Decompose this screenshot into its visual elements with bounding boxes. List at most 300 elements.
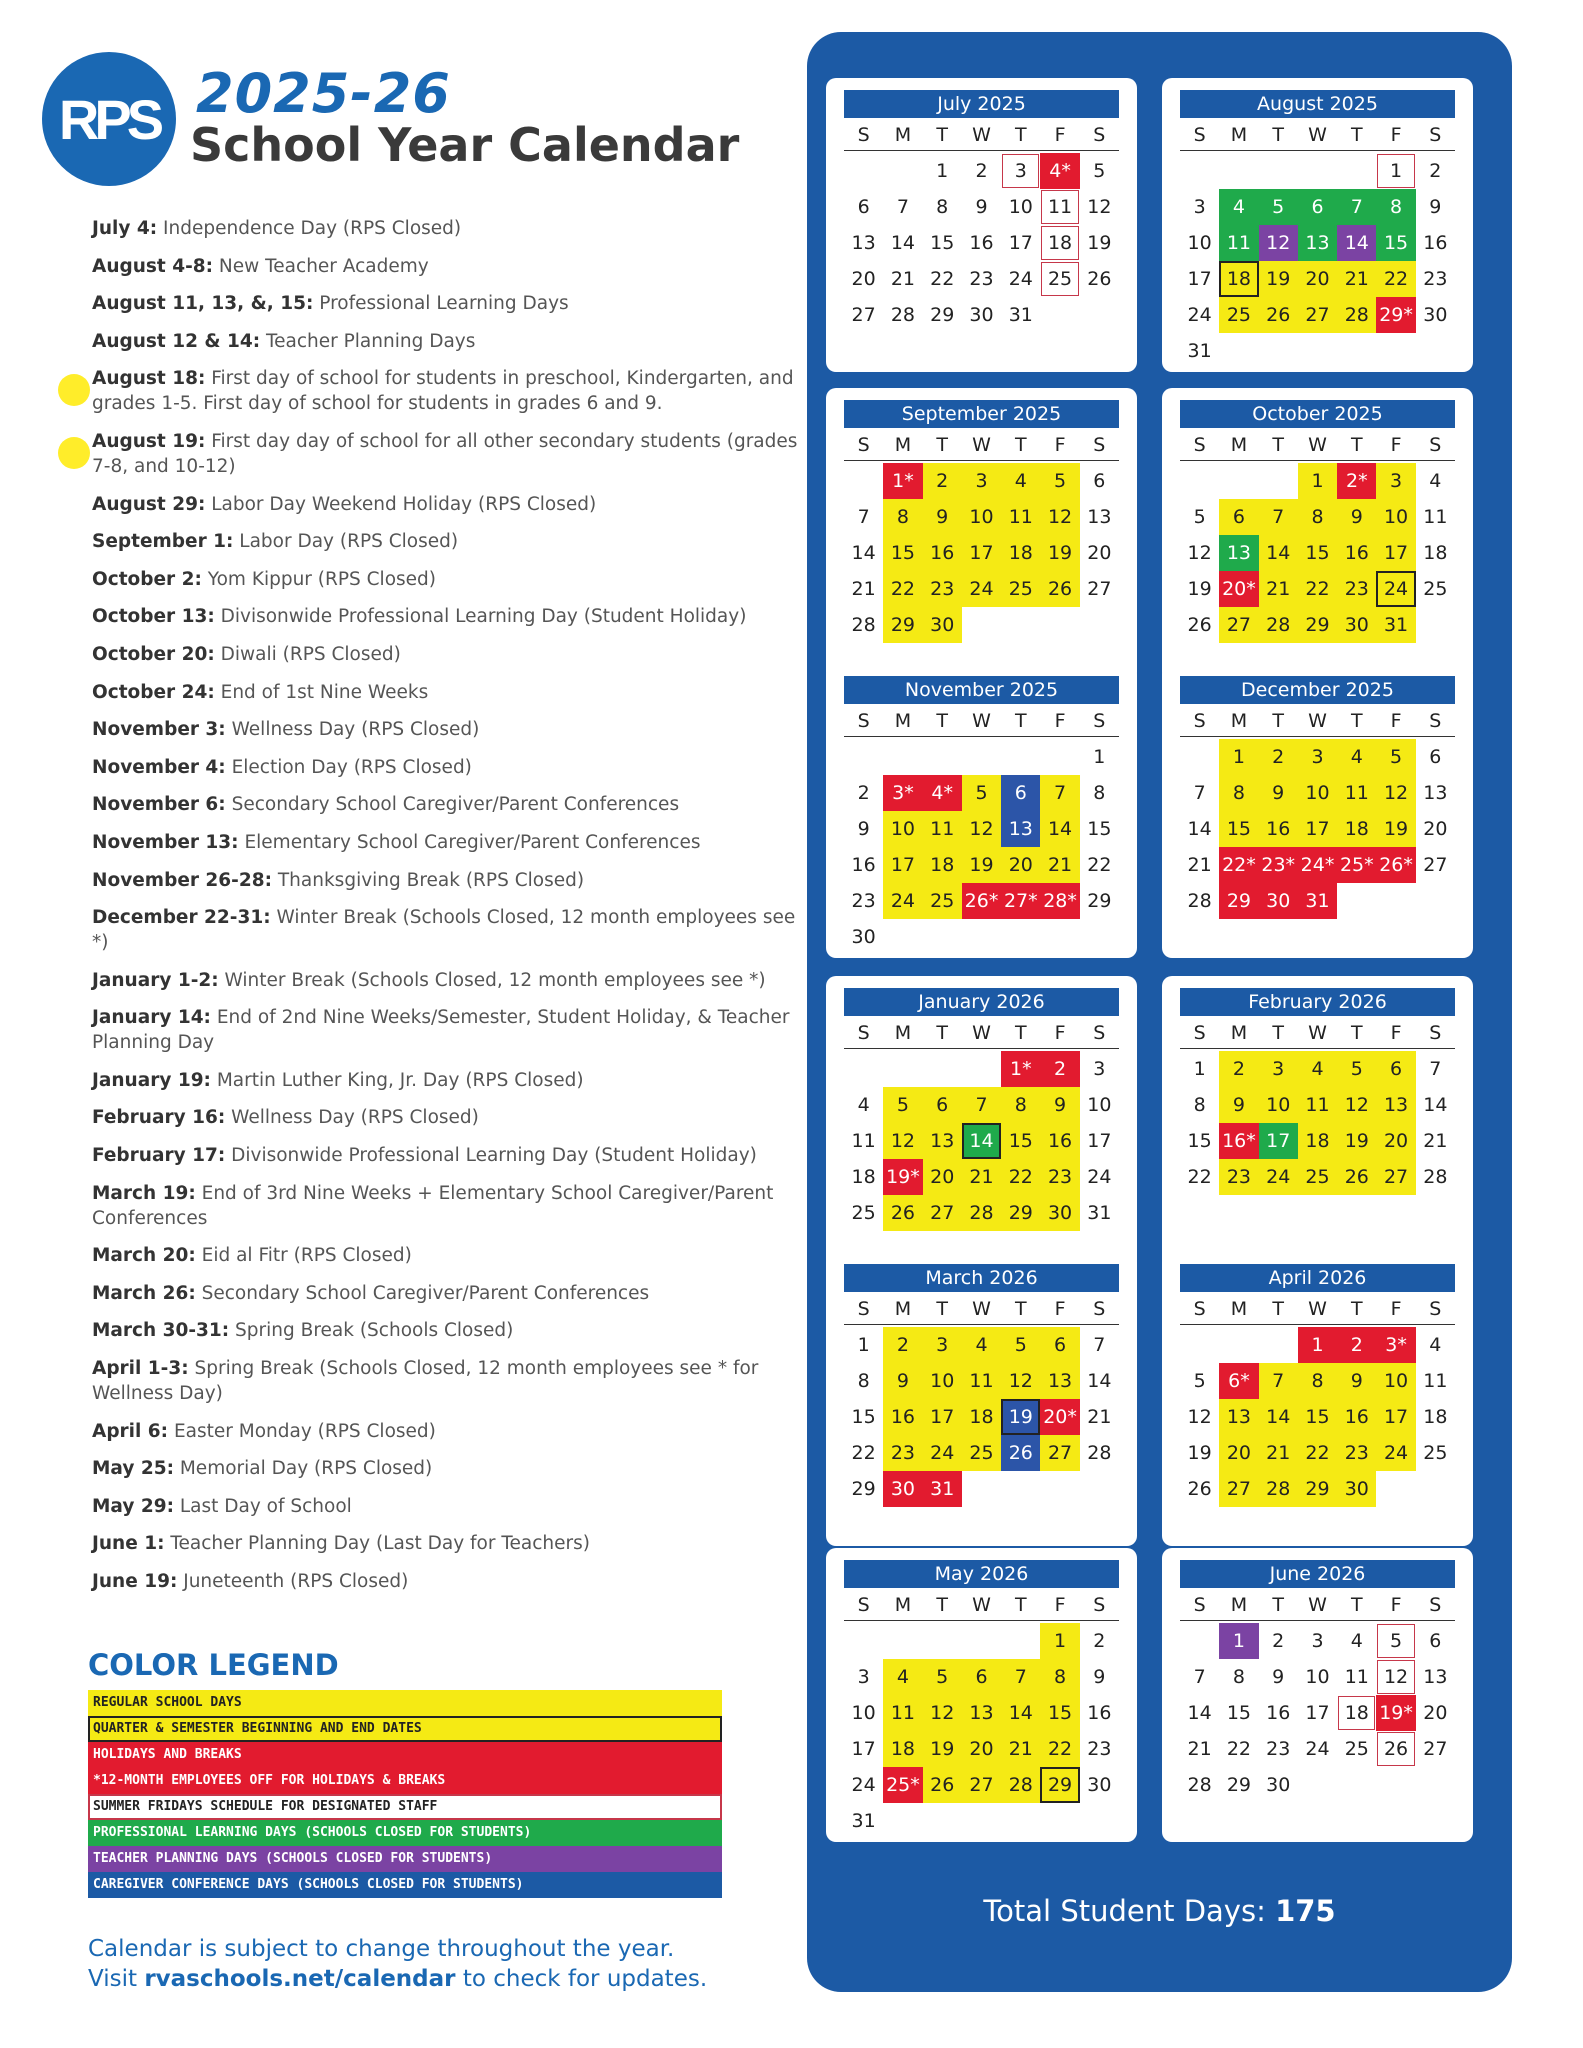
calendar-day: 3 (1001, 153, 1040, 189)
calendar-day: 21 (890, 268, 916, 290)
weekday-label: S (857, 1594, 870, 1616)
month-calendar (826, 78, 1137, 372)
event-item (92, 254, 800, 279)
calendar-day: 10 (883, 811, 922, 847)
calendar-day: 11 (962, 1363, 1001, 1399)
calendar-day: 29 (1001, 1195, 1040, 1231)
empty-day (844, 739, 883, 775)
month-title: April 2026 (1180, 1264, 1455, 1292)
calendar-day: 2 (1219, 1051, 1258, 1087)
calendar-day: 28 (1259, 1471, 1298, 1507)
event-date: August 4-8: (92, 255, 214, 277)
event-date: August 29: (92, 493, 206, 515)
calendar-day: 12 (1187, 1406, 1212, 1428)
calendar-day: 5 (1040, 463, 1079, 499)
highlight-dot-icon (58, 374, 90, 406)
calendar-day: 8 (1193, 1094, 1206, 1116)
calendar-day: 3* (883, 775, 922, 811)
calendar-day: 27 (962, 1767, 1001, 1803)
event-date: June 1: (92, 1533, 165, 1555)
calendar-day: 14 (962, 1123, 1001, 1159)
event-date: October 13: (92, 606, 215, 628)
calendar-day: 3 (857, 1666, 870, 1688)
month-calendar (826, 664, 1137, 958)
event-item (92, 604, 800, 629)
calendar-day: 27* (1001, 883, 1040, 919)
event-description: Divisonwide Professional Learning Day (Student Holiday) (225, 1145, 757, 1167)
weekday-label: T (936, 434, 948, 456)
calendar-day: 13 (923, 1123, 962, 1159)
weekday-label: S (857, 710, 870, 732)
calendar-day: 9 (923, 499, 962, 535)
empty-day (1259, 463, 1298, 499)
empty-day (1259, 1327, 1298, 1363)
event-item (92, 717, 800, 742)
month-title: December 2025 (1180, 676, 1455, 704)
event-description: Winter Break (Schools Closed, 12 month employees see *) (218, 969, 766, 991)
event-item (92, 1456, 800, 1481)
event-description: Wellness Day (RPS Closed) (225, 1107, 479, 1129)
event-item (92, 492, 800, 517)
weekday-label: S (1093, 1022, 1106, 1044)
calendar-day: 29 (1298, 607, 1337, 643)
weekday-label: S (1193, 1594, 1206, 1616)
event-date: September 1: (92, 531, 234, 553)
month-calendar (1162, 1548, 1473, 1842)
calendar-day: 30 (851, 926, 876, 948)
calendar-day: 19 (1001, 1399, 1040, 1435)
calendar-day: 13 (1001, 811, 1040, 847)
calendar-day: 20 (1423, 1702, 1448, 1724)
calendar-day: 21 (1423, 1130, 1448, 1152)
event-item (92, 1281, 800, 1306)
weekday-label: T (936, 1298, 948, 1320)
calendar-day: 25* (883, 1767, 922, 1803)
event-date: November 26-28: (92, 869, 272, 891)
calendar-day: 5 (1376, 1623, 1415, 1659)
calendar-day: 11 (1344, 1666, 1369, 1688)
weekday-label: F (1054, 710, 1066, 732)
calendar-day: 27 (1040, 1435, 1079, 1471)
event-item (92, 1356, 800, 1406)
calendar-day: 18 (923, 847, 962, 883)
weekday-label: S (1193, 124, 1206, 146)
calendar-day: 30 (1087, 1774, 1112, 1796)
event-date: April 6: (92, 1420, 169, 1442)
event-date: March 20: (92, 1245, 196, 1267)
calendar-day: 6 (1376, 1051, 1415, 1087)
weekday-label: T (1272, 710, 1284, 732)
calendar-day: 22 (883, 571, 922, 607)
calendar-day: 16 (883, 1399, 922, 1435)
calendar-day: 30 (1337, 607, 1376, 643)
calendar-day: 3 (1376, 463, 1415, 499)
calendar-day: 1 (1376, 153, 1415, 189)
calendar-day: 24 (1376, 571, 1415, 607)
event-description: Easter Monday (RPS Closed) (168, 1420, 436, 1442)
calendar-day: 11 (923, 811, 962, 847)
calendar-day: 6 (923, 1087, 962, 1123)
weekday-label: S (1093, 1594, 1106, 1616)
weekday-label: T (1350, 1298, 1363, 1320)
event-item (92, 567, 800, 592)
weekday-header (1180, 1590, 1455, 1621)
calendar-day: 3 (1311, 1630, 1324, 1652)
calendar-day: 22 (1040, 1731, 1079, 1767)
rps-logo (42, 52, 176, 186)
calendar-day: 22 (930, 268, 955, 290)
calendar-day: 9 (1093, 1666, 1106, 1688)
empty-day (1219, 1327, 1258, 1363)
calendar-day: 14 (1337, 225, 1376, 261)
calendar-day: 15 (1298, 1399, 1337, 1435)
calendar-day: 2 (1337, 1327, 1376, 1363)
school-year: 2025-26 (196, 62, 451, 125)
calendar-day: 18 (1423, 1406, 1448, 1428)
total-student-days (807, 1894, 1512, 1928)
event-item (92, 1005, 800, 1055)
calendar-day: 17 (1376, 1399, 1415, 1435)
event-item (92, 1181, 800, 1231)
calendar-day: 15 (930, 232, 955, 254)
calendar-day: 29 (1040, 1767, 1079, 1803)
event-description: Spring Break (Schools Closed) (229, 1320, 514, 1342)
event-date: August 19: (92, 430, 206, 452)
weekday-label: S (857, 1022, 870, 1044)
calendar-day: 12 (1337, 1087, 1376, 1123)
calendar-day: 15 (851, 1406, 876, 1428)
calendar-day: 28 (890, 304, 916, 326)
legend-item: SUMMER FRIDAYS SCHEDULE FOR DESIGNATED STAFF (88, 1794, 722, 1820)
event-date: February 16: (92, 1107, 226, 1129)
calendar-day: 10 (1376, 499, 1415, 535)
calendar-day: 29 (851, 1478, 876, 1500)
calendar-day: 29 (1298, 1471, 1337, 1507)
calendar-link[interactable]: rvaschools.net/calendar (144, 1966, 456, 1992)
calendar-day: 1 (1219, 739, 1258, 775)
calendar-day: 22* (1219, 847, 1258, 883)
event-description: Independence Day (RPS Closed) (157, 218, 462, 239)
calendar-day: 20 (1001, 847, 1040, 883)
calendar-day: 17 (851, 1738, 876, 1760)
weekday-label: S (1429, 124, 1442, 146)
weekday-label: S (1093, 124, 1106, 146)
legend-item: HOLIDAYS AND BREAKS (88, 1742, 722, 1768)
weekday-label: M (894, 434, 912, 456)
calendar-day: 14 (1259, 535, 1298, 571)
calendar-day: 20 (1376, 1123, 1415, 1159)
calendar-day: 5 (1337, 1051, 1376, 1087)
weekday-label: F (1054, 1022, 1066, 1044)
event-date: August 12 & 14: (92, 330, 261, 352)
calendar-day: 12 (1087, 196, 1112, 218)
event-date: November 3: (92, 719, 226, 741)
event-description: Professional Learning Days (313, 293, 569, 315)
event-date: January 14: (92, 1007, 211, 1029)
empty-day (1259, 153, 1298, 189)
calendar-day: 28 (1087, 1442, 1112, 1464)
weekday-label: S (1429, 710, 1442, 732)
weekday-label: T (1272, 1298, 1284, 1320)
calendar-day: 18 (851, 1166, 876, 1188)
event-date: June 19: (92, 1571, 178, 1592)
calendar-day: 21 (1187, 854, 1212, 876)
event-description: Secondary School Caregiver/Parent Conferences (195, 1282, 650, 1304)
calendar-day: 25 (1344, 1738, 1369, 1760)
calendar-day: 20 (962, 1731, 1001, 1767)
month-calendar (1162, 78, 1473, 372)
calendar-day: 1* (883, 463, 922, 499)
calendar-day: 4 (1219, 189, 1258, 225)
calendar-day: 1 (936, 160, 949, 182)
event-item (92, 329, 800, 354)
calendar-day: 20 (1423, 818, 1448, 840)
calendar-day: 2 (883, 1327, 922, 1363)
calendar-day: 15 (1187, 1130, 1212, 1152)
calendar-day: 22 (1187, 1166, 1212, 1188)
month-calendar (1162, 664, 1473, 958)
calendar-day: 2 (1040, 1051, 1079, 1087)
event-description: Secondary School Caregiver/Parent Conferences (225, 794, 680, 816)
weekday-label: S (1429, 1022, 1442, 1044)
weekday-label: T (1350, 710, 1363, 732)
event-date: March 30-31: (92, 1320, 230, 1342)
event-date: April 1-3: (92, 1358, 189, 1380)
event-description: Thanksgiving Break (RPS Closed) (272, 869, 585, 891)
calendar-day: 17 (1298, 811, 1337, 847)
event-description: Last Day of School (173, 1495, 352, 1517)
calendar-day: 28 (1259, 607, 1298, 643)
calendar-day: 4 (1337, 739, 1376, 775)
calendar-day: 2 (857, 782, 870, 804)
calendar-day: 11 (1219, 225, 1258, 261)
calendar-day: 5 (923, 1659, 962, 1695)
calendar-day: 27 (1219, 1471, 1258, 1507)
calendar-day: 13 (1423, 782, 1448, 804)
calendar-day: 10 (1087, 1094, 1112, 1116)
calendar-day: 9 (1429, 196, 1442, 218)
calendar-day: 16 (1337, 1399, 1376, 1435)
event-description: Diwali (RPS Closed) (214, 643, 401, 665)
calendar-day: 2 (1093, 1630, 1106, 1652)
calendar-day: 25 (1423, 578, 1448, 600)
weekday-label: T (1272, 1594, 1284, 1616)
calendar-day: 15 (1087, 818, 1112, 840)
calendar-day: 8 (1040, 1659, 1079, 1695)
month-calendar (826, 388, 1137, 682)
event-description: Wellness Day (RPS Closed) (225, 719, 480, 741)
event-date: July 4: (92, 218, 158, 239)
calendar-day: 16 (1040, 1123, 1079, 1159)
calendar-day: 2 (923, 463, 962, 499)
weekday-header (1180, 706, 1455, 737)
calendar-day: 30 (969, 304, 994, 326)
calendar-day: 20* (1040, 1399, 1079, 1435)
calendar-day: 4* (1040, 153, 1079, 189)
calendar-day: 19 (1040, 535, 1079, 571)
calendar-day: 10 (1298, 775, 1337, 811)
calendar-day: 22 (1298, 571, 1337, 607)
calendar-day: 27 (1423, 854, 1448, 876)
calendar-day: 18 (1337, 811, 1376, 847)
event-item (92, 291, 800, 316)
empty-day (844, 153, 883, 189)
weekday-label: F (1390, 710, 1402, 732)
event-description: Labor Day Weekend Holiday (RPS Closed) (205, 493, 597, 515)
event-date: May 25: (92, 1458, 174, 1480)
calendar-day: 31 (1008, 304, 1033, 326)
calendar-day: 22 (851, 1442, 876, 1464)
weekday-label: F (1390, 124, 1402, 146)
weekday-label: T (1014, 124, 1027, 146)
weekday-label: T (1350, 434, 1363, 456)
calendar-day: 4 (857, 1094, 870, 1116)
weekday-label: T (1350, 1594, 1363, 1616)
weekday-label: W (1308, 710, 1327, 732)
calendar-day: 10 (1376, 1363, 1415, 1399)
calendar-day: 4 (962, 1327, 1001, 1363)
calendar-day: 31 (923, 1471, 962, 1507)
calendar-day: 23* (1259, 847, 1298, 883)
calendar-day: 26* (1376, 847, 1415, 883)
calendar-day: 9 (1337, 1363, 1376, 1399)
calendar-day: 8 (1298, 1363, 1337, 1399)
calendar-day: 26 (1001, 1435, 1040, 1471)
calendar-day: 19 (962, 847, 1001, 883)
calendar-day: 2 (975, 160, 988, 182)
weekday-label: M (1230, 1298, 1248, 1320)
calendar-day: 6 (1001, 775, 1040, 811)
event-item (92, 755, 800, 780)
calendar-day: 29 (1219, 883, 1258, 919)
calendar-day: 25 (851, 1202, 876, 1224)
weekday-label: F (1054, 1298, 1066, 1320)
calendar-day: 7 (1193, 782, 1206, 804)
calendar-day: 24 (923, 1435, 962, 1471)
calendar-day: 28 (1187, 1774, 1212, 1796)
event-item (92, 366, 800, 416)
calendar-day: 12 (1376, 775, 1415, 811)
calendar-day: 26* (962, 883, 1001, 919)
calendar-day: 3 (923, 1327, 962, 1363)
weekday-label: S (1093, 1298, 1106, 1320)
calendar-day: 20* (1219, 571, 1258, 607)
weekday-label: M (894, 710, 912, 732)
calendar-day: 11 (1423, 1370, 1448, 1392)
calendar-day: 18 (1001, 535, 1040, 571)
calendar-day: 17 (883, 847, 922, 883)
empty-day (1298, 153, 1337, 189)
calendar-day: 23 (883, 1435, 922, 1471)
weekday-label: M (894, 124, 912, 146)
calendar-day: 24 (1008, 268, 1033, 290)
event-date: March 19: (92, 1182, 196, 1204)
calendar-day: 13 (962, 1695, 1001, 1731)
event-date: February 17: (92, 1145, 226, 1167)
event-item (92, 216, 800, 241)
weekday-label: M (1230, 710, 1248, 732)
calendar-day: 6 (1219, 499, 1258, 535)
empty-day (844, 463, 883, 499)
calendar-day: 21 (1187, 1738, 1212, 1760)
calendar-day: 16 (1259, 811, 1298, 847)
event-date: November 13: (92, 831, 239, 853)
calendar-day: 10 (1259, 1087, 1298, 1123)
calendar-day: 18 (1298, 1123, 1337, 1159)
calendar-day: 30 (1337, 1471, 1376, 1507)
calendar-day: 20 (851, 268, 876, 290)
calendar-day: 26 (1376, 1731, 1415, 1767)
event-item (92, 1068, 800, 1093)
weekday-label: W (972, 710, 991, 732)
calendar-day: 30 (1423, 304, 1448, 326)
calendar-day: 24 (1259, 1159, 1298, 1195)
calendar-day: 16 (969, 232, 994, 254)
calendar-day: 13 (851, 232, 876, 254)
calendar-day: 7 (1259, 499, 1298, 535)
calendar-day: 27 (1423, 1738, 1448, 1760)
event-description: First day day of school for all other secondary students (grades 7-8, and 10-12) (92, 430, 798, 477)
weekday-label: S (857, 124, 870, 146)
calendar-day: 20 (923, 1159, 962, 1195)
calendar-day: 14 (1259, 1399, 1298, 1435)
calendar-day: 8 (1298, 499, 1337, 535)
footer-line-1: Calendar is subject to change throughout the year. (88, 1936, 675, 1962)
weekday-header (844, 430, 1119, 461)
event-date: August 11, 13, &, 15: (92, 293, 314, 315)
calendar-day: 4 (1350, 1630, 1363, 1652)
event-description: Labor Day (RPS Closed) (233, 531, 459, 553)
weekday-label: T (1014, 1298, 1027, 1320)
calendar-day: 19 (1259, 261, 1298, 297)
weekday-label: T (1014, 1022, 1027, 1044)
legend-item: PROFESSIONAL LEARNING DAYS (SCHOOLS CLOSED FOR STUDENTS) (88, 1820, 722, 1846)
calendar-day: 7 (1337, 189, 1376, 225)
calendar-day: 23 (1423, 268, 1448, 290)
empty-day (844, 1623, 883, 1659)
empty-day (1001, 739, 1040, 775)
calendar-day: 28 (1337, 297, 1376, 333)
event-description: New Teacher Academy (213, 255, 429, 277)
calendar-day: 9 (1040, 1087, 1079, 1123)
weekday-label: W (1308, 1594, 1327, 1616)
event-date: January 19: (92, 1069, 211, 1091)
calendar-day: 8 (1376, 189, 1415, 225)
calendar-day: 1 (1040, 1623, 1079, 1659)
calendar-day: 5 (1193, 1370, 1206, 1392)
weekday-header (844, 706, 1119, 737)
calendar-day: 9 (857, 818, 870, 840)
calendar-day: 25 (962, 1435, 1001, 1471)
weekday-label: S (1429, 1594, 1442, 1616)
weekday-header (844, 1590, 1119, 1621)
weekday-label: F (1390, 1594, 1402, 1616)
calendar-day: 14 (1087, 1370, 1112, 1392)
empty-day (1219, 463, 1258, 499)
calendar-day: 19 (1187, 578, 1212, 600)
weekday-label: S (1093, 434, 1106, 456)
calendar-day: 13 (1040, 1363, 1079, 1399)
weekday-label: F (1054, 1594, 1066, 1616)
calendar-day: 28 (1001, 1767, 1040, 1803)
calendar-day: 6 (962, 1659, 1001, 1695)
calendar-day: 23 (923, 571, 962, 607)
calendar-day: 7 (1259, 1363, 1298, 1399)
calendar-day: 26 (1337, 1159, 1376, 1195)
calendar-day: 26 (1087, 268, 1112, 290)
calendar-day: 10 (851, 1702, 876, 1724)
calendar-day: 21 (851, 578, 876, 600)
